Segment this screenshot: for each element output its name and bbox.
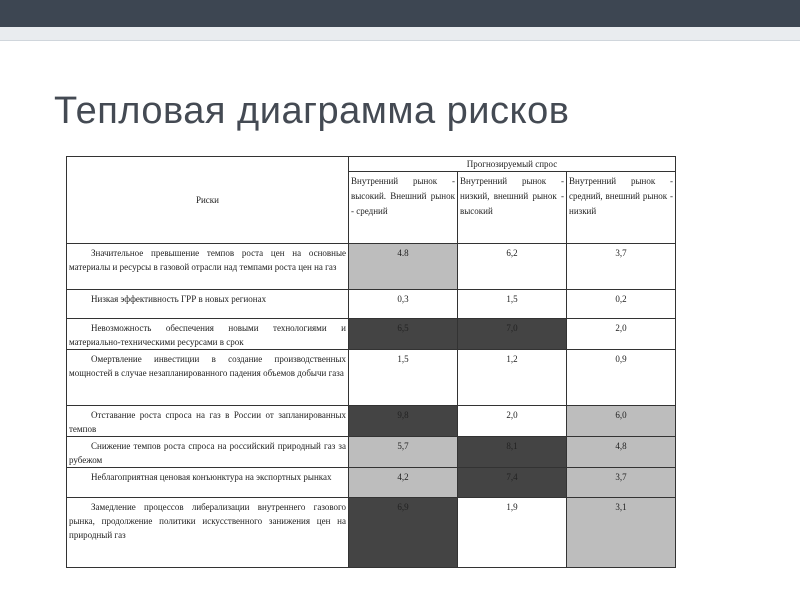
risk-label: Омертвление инвестиции в создание производственных мощностей в случае незапланированного падения объемов добычи газа — [67, 350, 349, 406]
risk-value: 9,8 — [349, 406, 458, 437]
table-row — [67, 437, 676, 468]
risk-value: 0,3 — [349, 290, 458, 319]
risk-value: 4.8 — [349, 244, 458, 290]
risk-value: 1,2 — [458, 350, 567, 406]
forecast-header: Прогнозируемый спрос — [349, 157, 676, 172]
risk-label: Низкая эффективность ГРР в новых регионах — [67, 290, 349, 319]
risk-label: Невозможность обеспечения новыми технологиями и материально-техническими ресурсами в срок — [67, 319, 349, 350]
top-decor-bar — [0, 0, 800, 27]
risk-value: 8,1 — [458, 437, 567, 468]
risk-heat-table — [66, 156, 676, 568]
scenario-header-1: Внутренний рынок - высокий. Внешний рынок - средний — [349, 172, 458, 244]
table-row — [67, 498, 676, 568]
risk-value: 3,1 — [567, 498, 676, 568]
risk-value: 0,2 — [567, 290, 676, 319]
risk-label: Значительное превышение темпов роста цен на основные материалы и ресурсы в газовой отрасли над темпами роста цен на газ — [67, 244, 349, 290]
risk-value: 1,9 — [458, 498, 567, 568]
risk-value: 7,0 — [458, 319, 567, 350]
risk-value: 7,4 — [458, 468, 567, 498]
top-decor-line — [0, 40, 800, 41]
risk-value: 0,9 — [567, 350, 676, 406]
risk-value: 6,0 — [567, 406, 676, 437]
slide-title: Тепловая диаграмма рисков — [54, 90, 570, 132]
risk-value: 3,7 — [567, 468, 676, 498]
table-row — [67, 290, 676, 319]
risk-value: 6,9 — [349, 498, 458, 568]
risk-value: 4,2 — [349, 468, 458, 498]
risk-value: 3,7 — [567, 244, 676, 290]
risk-value: 2,0 — [458, 406, 567, 437]
risk-label: Неблагоприятная ценовая конъюнктура на экспортных рынках — [67, 468, 349, 498]
table-row — [67, 244, 676, 290]
table-row — [67, 406, 676, 437]
risk-value: 4,8 — [567, 437, 676, 468]
risk-value: 1,5 — [349, 350, 458, 406]
risk-value: 6,5 — [349, 319, 458, 350]
risk-value: 2,0 — [567, 319, 676, 350]
table-row — [67, 468, 676, 498]
scenario-header-2: Внутренний рынок - низкий, внешний рынок - высокий — [458, 172, 567, 244]
top-decor-band — [0, 27, 800, 40]
risk-label: Замедление процессов либерализации внутреннего газового рынка, продолжение политики искусственного занижения цен на природный газ — [67, 498, 349, 568]
risk-value: 5,7 — [349, 437, 458, 468]
table-row — [67, 350, 676, 406]
risk-value: 1,5 — [458, 290, 567, 319]
risk-value: 6,2 — [458, 244, 567, 290]
scenario-header-3: Внутренний рынок - средний, внешний рынок - низкий — [567, 172, 676, 244]
risk-label: Снижение темпов роста спроса на российский природный газ за рубежом — [67, 437, 349, 468]
risk-label: Отставание роста спроса на газ в России от запланированных темпов — [67, 406, 349, 437]
risks-column-header: Риски — [67, 157, 349, 244]
table-row — [67, 319, 676, 350]
